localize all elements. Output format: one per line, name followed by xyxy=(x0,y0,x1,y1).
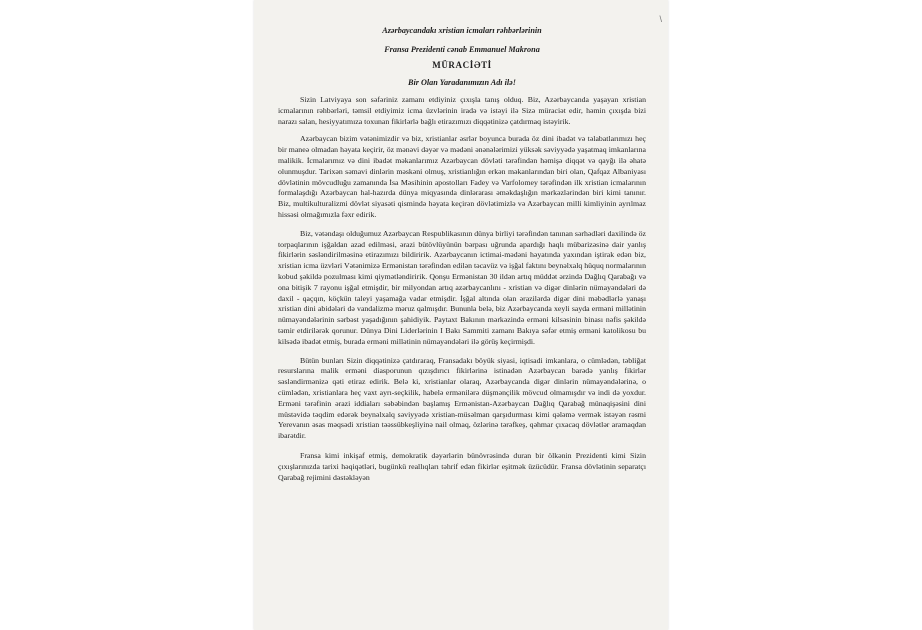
heading-blessing: Bir Olan Yaradanımızın Adı ilə! xyxy=(408,78,516,87)
heading-line-1: Azərbaycandakı xristian icmaları rəhbərlərinin xyxy=(382,26,542,35)
paragraph-1: Sizin Latviyaya son səfəriniz zamanı etdiyiniz çıxışla tanış olduq. Biz, Azərbaycanda yaşayan xristian icmalarının rəhbərləri, təmsil etdiyimiz icma üzvlərinin iradə və istəyi ilə Sizə müraciət edir, həmin çıxışda bizi narazı salan, hesiyyatımıza toxunan fikirlərlə bağlı etirazımızı diqqətinizə çatdırmaq istəyirik. xyxy=(278,95,646,126)
paragraph-3: Biz, vətəndaşı olduğumuz Azərbaycan Respublikasının dünya birliyi tərəfindən tanınan sərhədləri daxilində öz torpaqlarının işğaldan azad edilməsi, ərazi bütövlüyünün bərpası uğrunda apardığı haqlı mübarizəsinə dair yanlış fikirlərin səsləndirilməsinə etirazımızı bildiririk. Azərbaycanın ictimai-mədəni həyatında yaxından iştirak edən biz, xristian icma üzvləri Vətənimizə Ermənistan tərəfindən edilən təcavüz və işğal faktını beynəlxalq hüquq normalarının kobud şəkildə pozulması kimi qiymətləndiririk. Qonşu Ermənistan 30 ildən artıq müddət ərzində Dağlıq Qarabağı və ona bitişik 7 rayonu işğal etmişdir, bir milyondan artıq azərbaycanlını - xristian və digər dinlərin nümayəndələri də daxil - qaçqın, köçkün taleyi yaşamağa vadar etmişdir. İşğal altında olan ərazilərdə digər dini məbədlərlə yanaşı xristian dini abidələri də vandalizmə məruz qalmışdır. Bununla belə, biz Azərbaycanda xeyli sayda erməni millətinin nümayəndələrinin sərbəst yaşadığının şahidiyik. Paytaxt Bakının mərkəzində erməni kilsəsinin binası nəfis şəkildə təmir etdirilərək qorunur. Dünya Dini Liderlərinin I Bakı Sammiti zamanı Bakıya səfər etmiş erməni katolikosu bu kilsədə ibadət etmiş, burada erməni millətinin nümayəndələri ilə görüş keçirmişdi. xyxy=(278,228,646,346)
letter-body xyxy=(278,26,646,483)
paragraph-2: Azərbaycan bizim vətənimizdir və biz, xristianlar əsrlər boyunca burada öz dini ibadət və təlabatlarımızı heç bir maneə olmadan həyata keçirir, öz mənəvi dəyər və mədəni ənənələrimizi yüksək səviyyədə yaşatmaq imkanlarına malikik. İcmalarımız və dini ibadət məkanlarımız Azərbaycan dövləti tərəfindən həmişə diqqət və qayğı ilə əhatə olunmuşdur. Tarixən səmavi dinlərin məskəni olmuş, xristianlığın erkən məkanlarından biri olan, Qafqaz Albaniyası dövlətinin mövcudluğu zamanında İsa Məsihinin apostolları Fadey və Varfolomey tərəfindən ilk xristian icmalarının formalaşdığı Azərbaycan hal-hazırda dünya miqyasında dinlərarası əməkdaşlığın mərkəzlərindən biri kimi tanınır. Biz, multikulturalizmi dövlət siyasəti qismində həyata keçirən dövlətimizlə və Azərbaycan milli kimliyinin ayrılmaz hissəsi olmağımızla fəxr edirik. xyxy=(278,134,646,219)
corner-mark: \ xyxy=(659,14,662,24)
heading-line-2: Fransa Prezidenti cənab Emmanuel Makrona xyxy=(384,45,540,54)
paragraph-4: Bütün bunları Sizin diqqətinizə çatdıraraq, Fransadakı böyük siyasi, iqtisadi imkanlara, o cümlədən, təbliğat resurslarına malik erməni diasporunun qızışdırıcı fikirlərinə istinadən Azərbaycan barədə yanlış fikirlər səsləndirmənizə qəti etiraz edirik. Belə ki, xristianlar olaraq, Azərbaycanda digər dinlərin nümayəndələrinə, o cümlədən, xristianlara heç vaxt ayrı-seçkilik, habelə ermənilərə düşmənçilik mövcud olmamışdır və indi də yoxdur. Erməni tərəfinin ərazi iddiaları səbəbindən başlamış Ermənistan-Azərbaycan Dağlıq Qarabağ münaqişəsini dini müstəvidə təqdim edərək beynəlxalq səviyyədə xristian-müsəlman qarşıdurması kimi qələmə vermək istəyən rəsmi Yerevanın əsas məqsədi xristian təəssübkeşliyinə nail olmaq, özlərinə tərəfkeş, qəhmar çıxacaq dövlətlər aramaqdan ibarətdir. xyxy=(278,355,646,441)
document-page xyxy=(254,0,668,630)
paragraph-5: Fransa kimi inkişaf etmiş, demokratik dəyərlərin bünövrəsində duran bir ölkənin Prezidenti kimi Sizin çıxışlarınızda tarixi həqiqətləri, bugünkü reallıqları təhrif edən fikirlər eşitmək üzücüdür. Fransa dövlətinin separatçı Qarabağ rejimini dəstəkləyən xyxy=(278,450,646,482)
heading-title: MÜRACİƏTİ xyxy=(432,60,492,70)
